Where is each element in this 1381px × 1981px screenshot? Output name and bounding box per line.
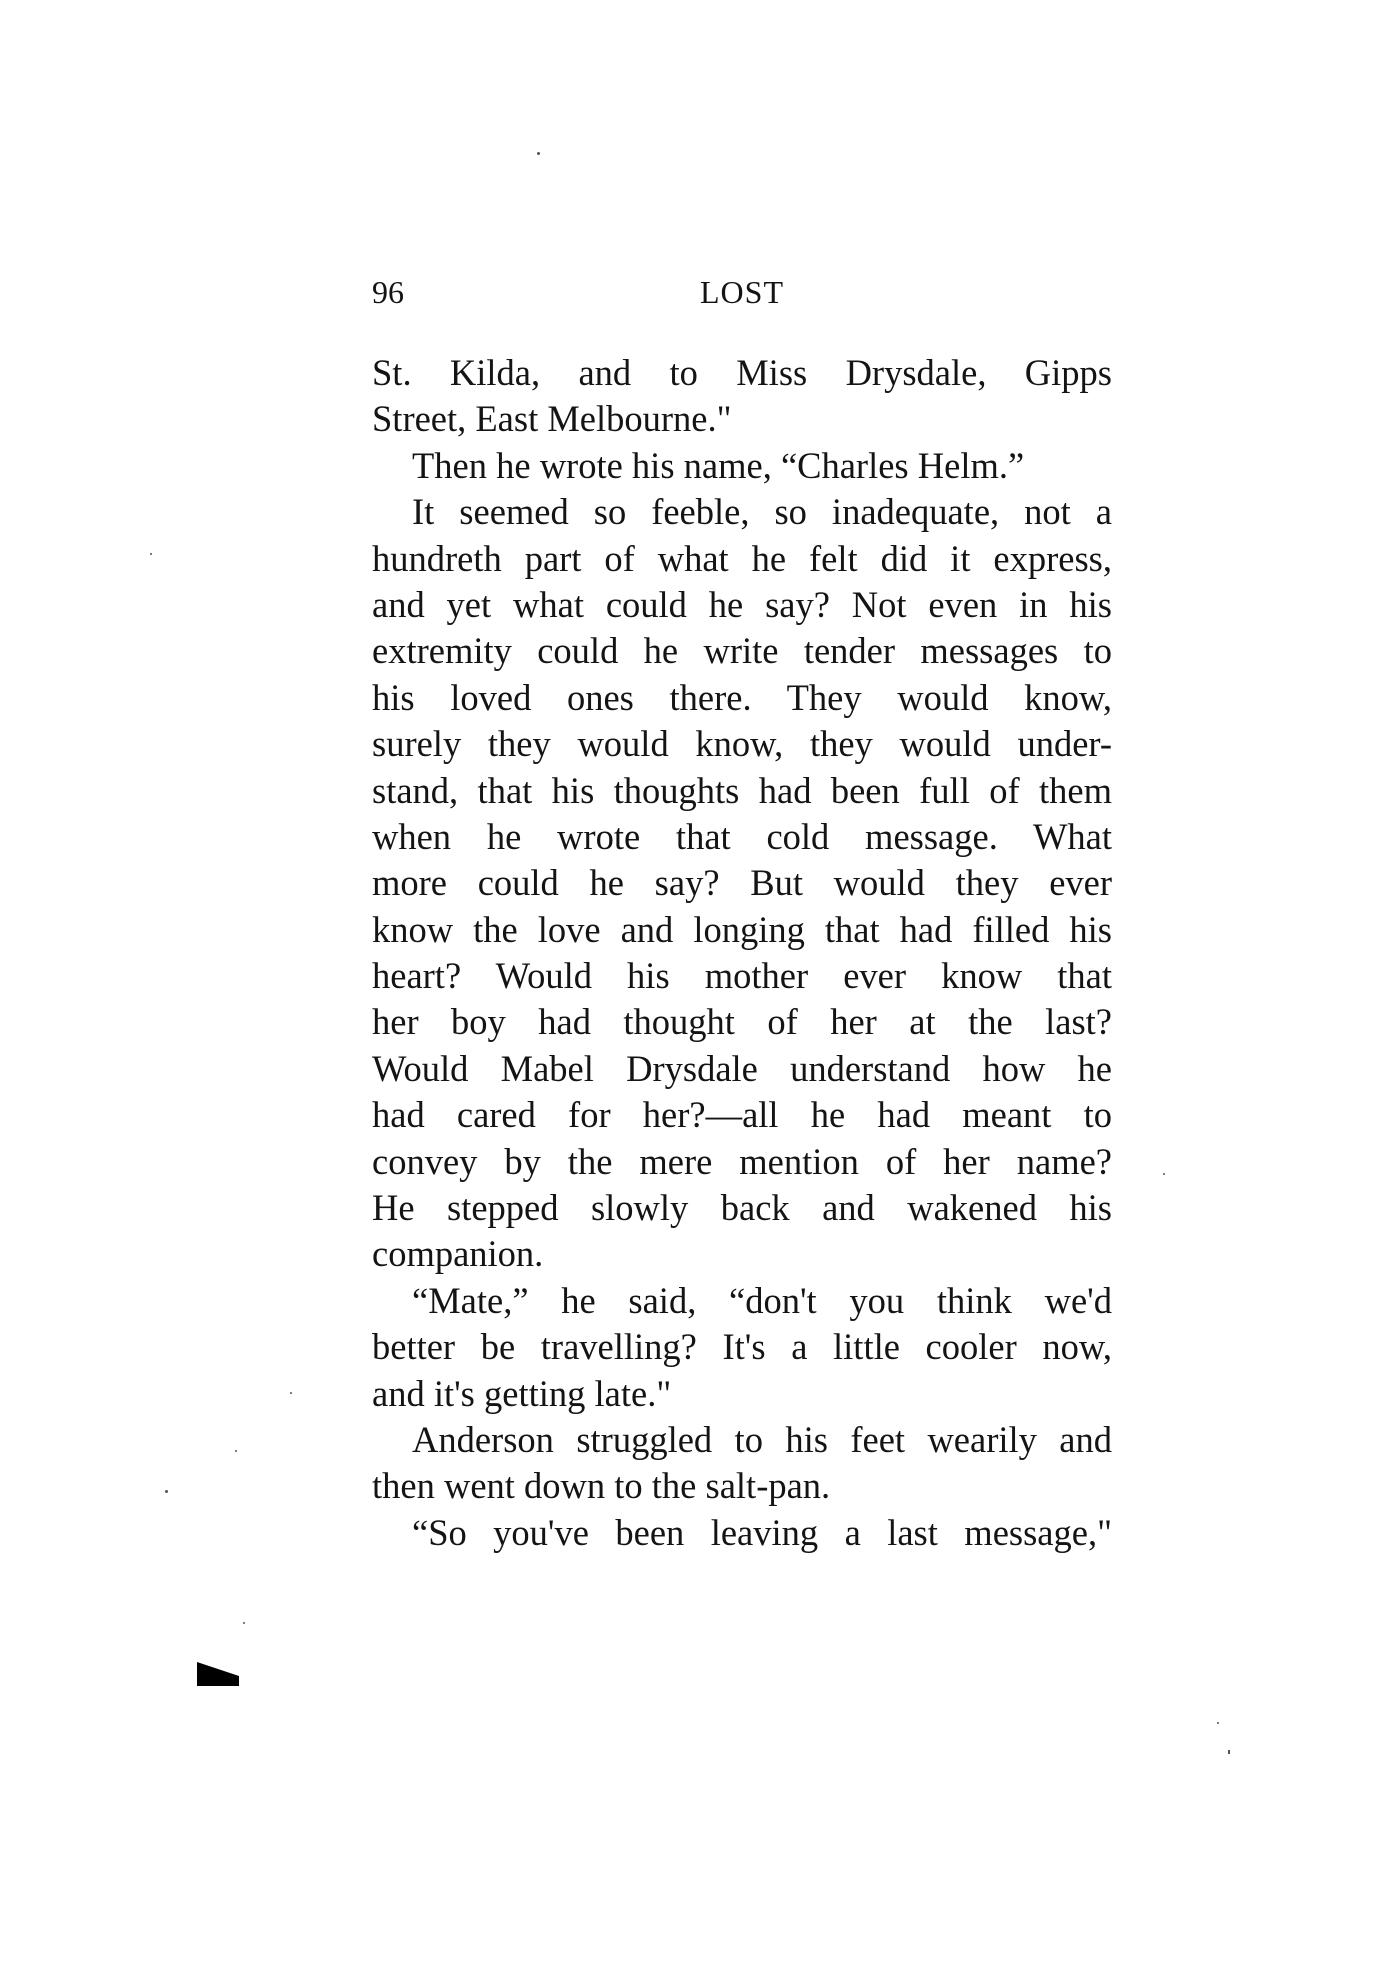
text-line: and it's getting late." [372, 1372, 672, 1414]
text-line: “Mate,” he said, “don't you think we'd [412, 1279, 1112, 1321]
text-line: extremity could he write tender messages to [372, 630, 1112, 672]
text-line: heart? Would his mother ever know that [372, 955, 1112, 997]
scan-speck [150, 553, 152, 555]
text-line: know the love and longing that had filled his [372, 908, 1112, 950]
text-line: better be travelling? It's a little cooler now, [372, 1326, 1112, 1368]
text-line: St. Kilda, and to Miss Drysdale, Gipps [372, 352, 1112, 393]
text-line: then went down to the salt-pan. [372, 1465, 831, 1507]
text-line: her boy had thought of her at the last? [372, 1001, 1112, 1043]
text-line: and yet what could he say? Not even in his [372, 583, 1112, 625]
text-line: “So you've been leaving a last message," [412, 1511, 1112, 1553]
text-line: convey by the mere mention of her name? [372, 1140, 1112, 1182]
page-number: 96 [372, 274, 404, 310]
running-head [372, 270, 1112, 314]
text-line: It seemed so feeble, so inadequate, not a [412, 491, 1112, 533]
scan-speck [1228, 1750, 1230, 1754]
text-line: companion. [372, 1233, 544, 1275]
text-line: Would Mabel Drysdale understand how he [372, 1047, 1112, 1089]
running-title: LOST [700, 274, 784, 310]
scan-speck [290, 1392, 292, 1394]
scan-speck [235, 1450, 237, 1452]
text-line: more could he say? But would they ever [372, 862, 1112, 904]
text-line: Anderson struggled to his feet wearily and [412, 1418, 1112, 1460]
text-line: when he wrote that cold message. What [372, 815, 1112, 857]
text-line: Street, East Melbourne." [372, 398, 732, 440]
scan-speck [537, 152, 540, 155]
body-text [372, 350, 1112, 1556]
text-line: He stepped slowly back and wakened his [372, 1187, 1112, 1229]
scan-speck [1163, 1173, 1165, 1175]
text-line: hundreth part of what he felt did it express, [372, 537, 1112, 579]
text-line: his loved ones there. They would know, [372, 676, 1112, 718]
scan-speck [1217, 1722, 1219, 1724]
text-line: Then he wrote his name, “Charles Helm.” [412, 444, 1025, 486]
text-line: stand, that his thoughts had been full of them [372, 769, 1112, 811]
scan-speck [165, 1490, 168, 1493]
scan-speck [243, 1622, 245, 1624]
corner-mark [197, 1662, 239, 1686]
text-line: had cared for her?—all he had meant to [372, 1094, 1112, 1136]
text-line: surely they would know, they would under- [372, 723, 1112, 765]
